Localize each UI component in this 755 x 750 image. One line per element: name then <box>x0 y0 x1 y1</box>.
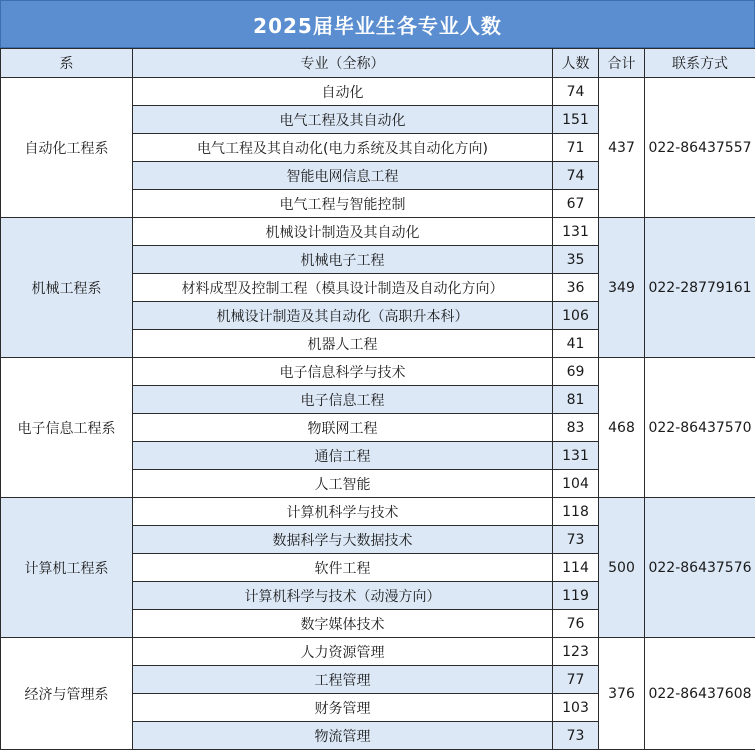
table-row <box>1 78 755 106</box>
major-name: 软件工程 <box>133 554 553 582</box>
department-phone: 022-86437570 <box>645 358 755 498</box>
major-count: 123 <box>553 638 599 666</box>
major-name: 自动化 <box>133 78 553 106</box>
table-row <box>1 498 755 526</box>
major-name: 电气工程及其自动化(电力系统及其自动化方向) <box>133 134 553 162</box>
table-row <box>1 218 755 246</box>
major-name: 工程管理 <box>133 666 553 694</box>
header-major: 专业（全称） <box>133 49 553 78</box>
department-phone: 022-28779161 <box>645 218 755 358</box>
major-count: 83 <box>553 414 599 442</box>
major-count: 67 <box>553 190 599 218</box>
header-total: 合计 <box>599 49 645 78</box>
department-phone: 022-86437608 <box>645 638 755 750</box>
graduates-table <box>0 48 755 750</box>
table-title: 2025届毕业生各专业人数 <box>0 0 755 48</box>
table-row <box>1 358 755 386</box>
header-phone: 联系方式 <box>645 49 755 78</box>
major-name: 电气工程及其自动化 <box>133 106 553 134</box>
major-name: 材料成型及控制工程（模具设计制造及自动化方向） <box>133 274 553 302</box>
major-count: 73 <box>553 722 599 750</box>
major-count: 104 <box>553 470 599 498</box>
major-name: 人工智能 <box>133 470 553 498</box>
table-body <box>1 78 755 750</box>
major-count: 76 <box>553 610 599 638</box>
major-name: 人力资源管理 <box>133 638 553 666</box>
major-name: 数据科学与大数据技术 <box>133 526 553 554</box>
major-name: 物流管理 <box>133 722 553 750</box>
major-name: 数字媒体技术 <box>133 610 553 638</box>
major-count: 103 <box>553 694 599 722</box>
major-name: 计算机科学与技术 <box>133 498 553 526</box>
department-name: 自动化工程系 <box>1 78 133 218</box>
department-total: 500 <box>599 498 645 638</box>
major-count: 36 <box>553 274 599 302</box>
major-count: 41 <box>553 330 599 358</box>
major-name: 电子信息工程 <box>133 386 553 414</box>
department-name: 电子信息工程系 <box>1 358 133 498</box>
department-total: 349 <box>599 218 645 358</box>
major-name: 通信工程 <box>133 442 553 470</box>
major-name: 机械设计制造及其自动化 <box>133 218 553 246</box>
major-count: 35 <box>553 246 599 274</box>
major-count: 106 <box>553 302 599 330</box>
major-name: 机械设计制造及其自动化（高职升本科） <box>133 302 553 330</box>
major-name: 机械电子工程 <box>133 246 553 274</box>
major-count: 151 <box>553 106 599 134</box>
department-total: 437 <box>599 78 645 218</box>
major-name: 电子信息科学与技术 <box>133 358 553 386</box>
department-total: 376 <box>599 638 645 750</box>
major-name: 智能电网信息工程 <box>133 162 553 190</box>
header-count: 人数 <box>553 49 599 78</box>
major-count: 131 <box>553 218 599 246</box>
major-name: 计算机科学与技术（动漫方向） <box>133 582 553 610</box>
major-count: 73 <box>553 526 599 554</box>
department-name: 计算机工程系 <box>1 498 133 638</box>
major-name: 机器人工程 <box>133 330 553 358</box>
department-phone: 022-86437557 <box>645 78 755 218</box>
major-count: 119 <box>553 582 599 610</box>
major-count: 74 <box>553 162 599 190</box>
major-count: 71 <box>553 134 599 162</box>
major-name: 电气工程与智能控制 <box>133 190 553 218</box>
major-count: 114 <box>553 554 599 582</box>
major-count: 69 <box>553 358 599 386</box>
table-row <box>1 638 755 666</box>
department-phone: 022-86437576 <box>645 498 755 638</box>
major-count: 77 <box>553 666 599 694</box>
department-total: 468 <box>599 358 645 498</box>
major-count: 118 <box>553 498 599 526</box>
header-row <box>1 49 755 78</box>
major-count: 131 <box>553 442 599 470</box>
major-count: 74 <box>553 78 599 106</box>
major-name: 物联网工程 <box>133 414 553 442</box>
major-name: 财务管理 <box>133 694 553 722</box>
major-count: 81 <box>553 386 599 414</box>
department-name: 经济与管理系 <box>1 638 133 750</box>
header-dept: 系 <box>1 49 133 78</box>
department-name: 机械工程系 <box>1 218 133 358</box>
